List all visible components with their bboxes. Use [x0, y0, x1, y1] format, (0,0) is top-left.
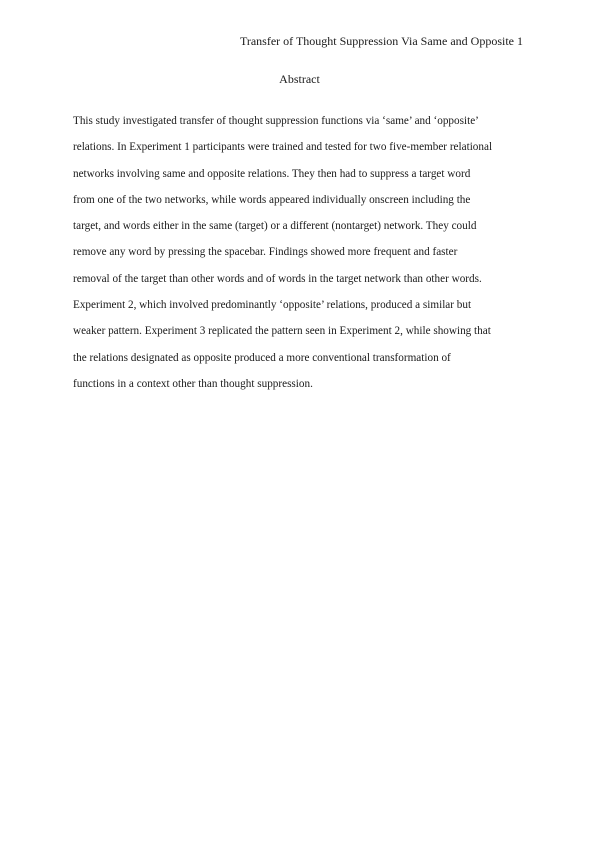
section-title [0, 71, 595, 87]
running-head: Transfer of Thought Suppression Via Same and Opposite 1 [239, 34, 523, 48]
abstract-line: functions in a context other than thought suppression. [73, 377, 313, 390]
abstract-line: removal of the target than other words and of words in the target network than other words. [73, 272, 482, 285]
abstract-line: networks involving same and opposite relations. They then had to suppress a target word [73, 167, 471, 180]
abstract-line: relations. In Experiment 1 participants were trained and tested for two five-member relational [73, 141, 493, 154]
abstract-line: from one of the two networks, while words appeared individually onscreen including the [73, 193, 471, 206]
abstract-line: Experiment 2, which involved predominantly ‘opposite’ relations, produced a similar but [73, 299, 472, 312]
abstract-line: target, and words either in the same (target) or a different (nontarget) network. They could [73, 220, 477, 233]
abstract-paragraph [73, 108, 528, 397]
abstract-line: This study investigated transfer of thought suppression functions via ‘same’ and ‘opposite’ [73, 115, 479, 127]
section-title-text: Abstract [279, 72, 320, 86]
abstract-line: remove any word by pressing the spacebar. Findings showed more frequent and faster [73, 246, 458, 259]
abstract-line: the relations designated as opposite produced a more conventional transformation of [73, 351, 451, 364]
abstract-line: weaker pattern. Experiment 3 replicated the pattern seen in Experiment 2, while showing that [73, 325, 491, 338]
